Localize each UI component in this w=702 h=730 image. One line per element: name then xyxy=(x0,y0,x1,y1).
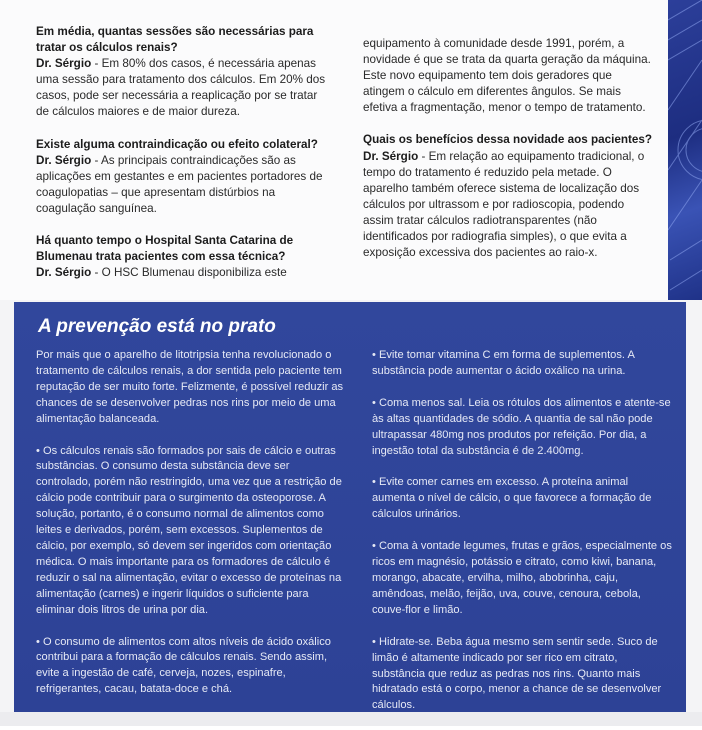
speaker: Dr. Sérgio xyxy=(36,153,92,167)
speaker: Dr. Sérgio xyxy=(363,149,419,163)
interview-right-column xyxy=(363,36,655,277)
box-paragraph: • Os cálculos renais são formados por sais de cálcio e outras substâncias. O consumo desta substância deve ser controlado, porém não restringido, uma vez que a restrição de cálcio pode contribuir para o surgimento da osteoporose. A solução, portanto, é o consumo normal de alimentos como leites e derivados, porém, sem excessos. Suplementos de cálcio, por exemplo, só devem ser ingeridos com orientação médica. O mais importante para os formadores de cálculo é reduzir o sal na alimentação, evitar o excesso de proteínas na alimentação (carnes) e ingerir líquidos o suficiente para eliminar dois litros de urina por dia. xyxy=(36,444,342,616)
box-paragraph: • O consumo de alimentos com altos níveis de ácido oxálico contribui para a formação de cálculos renais. Sendo assim, evite a ingestão de café, cerveja, nozes, espinafre, refrigerantes, cacau, batata-doce e chá. xyxy=(36,635,331,696)
decorative-strip xyxy=(668,0,702,300)
answer: - Em relação ao equipamento tradicional, o tempo do tratamento é reduzido pela metade. O aparelho também oferece sistema de localização dos cálculos por ultrassom e por radioscopia, podendo assim tratar cálculos radiotransparentes (não identificados por radiografia simples), o que evita a exposição excessiva dos pacientes ao raio-x. xyxy=(363,149,645,260)
speaker: Dr. Sérgio xyxy=(36,266,92,280)
answer: - Em 80% dos casos, é necessária apenas uma sessão para tratamento dos cálculos. Em 20% dos casos, pode ser necessária a reaplicação por se tratar de cálculos maiores e de maior dureza. xyxy=(36,57,326,119)
question: Em média, quantas sessões são necessárias para tratar os cálculos renais? xyxy=(36,25,314,55)
qa-block xyxy=(36,233,326,281)
box-paragraph: • Hidrate-se. Beba água mesmo sem sentir sede. Suco de limão é altamente indicado por ser rico em citrato, substância que reduz as pedras nos rins. Quanto mais hidratado está o corpo, menor a chance de se desenvolver cálculos. xyxy=(372,635,662,712)
page-bottom-edge xyxy=(0,712,702,726)
box-left-column xyxy=(36,348,346,714)
answer: - As principais contraindicações são as aplicações em gestantes e em pacientes portadores de coagulopatias – que apresentam distúrbios na coagulação sanguínea. xyxy=(36,153,323,215)
box-paragraph: • Coma menos sal. Leia os rótulos dos alimentos e atente-se às altas quantidades de sódio. A quantia de sal não pode ultrapassar 480mg nos produtos por refeição. Por dia, a ingestão total da substância é de 2.400mg. xyxy=(372,396,671,457)
interview-left-column xyxy=(36,24,326,297)
decorative-pattern-icon xyxy=(668,0,702,300)
answer-continuation: equipamento à comunidade desde 1991, porém, a novidade é que se trata da quarta geração da máquina. Este novo equipamento tem dois geradores que atingem o cálculo em diferentes ângulos. Se mais efetiva a fragmentação, menor o tempo de tratamento. xyxy=(363,37,651,115)
box-right-column xyxy=(372,348,672,730)
box-paragraph: Por mais que o aparelho de litotripsia tenha revolucionado o tratamento de cálculos renais, a dor sentida pelo paciente tem reputação de ser muito forte. Felizmente, é possível reduzir as chances de se desenvolver pedras nos rins por meio de uma alimentação balanceada. xyxy=(36,349,344,425)
qa-block xyxy=(36,137,326,217)
speaker: Dr. Sérgio xyxy=(36,57,92,71)
interview-section xyxy=(0,0,668,300)
box-paragraph: • Evite comer carnes em excesso. A proteína animal aumenta o nível de cálcio, o que favorece a formação de cálculos urinários. xyxy=(372,476,652,521)
question: Quais os benefícios dessa novidade aos pacientes? xyxy=(363,133,653,147)
question: Há quanto tempo o Hospital Santa Catarina de Blumenau trata pacientes com essa técnica? xyxy=(36,234,294,264)
box-title: A prevenção está no prato xyxy=(38,316,276,337)
qa-block xyxy=(36,24,326,121)
answer: - O HSC Blumenau disponibiliza este xyxy=(91,266,287,280)
question: Existe alguma contraindicação ou efeito colateral? xyxy=(36,137,318,151)
box-paragraph: • Coma à vontade legumes, frutas e grãos, especialmente os ricos em magnésio, potássio e citrato, como kiwi, banana, morango, abacate, ervilha, milho, abobrinha, caju, amêndoas, melão, feijão, uva, couve, cenoura, cebola, couve-flor e limão. xyxy=(372,540,672,616)
qa-block xyxy=(363,132,655,261)
box-paragraph: • Evite tomar vitamina C em forma de suplementos. A substância pode aumentar o ácido oxálico na urina. xyxy=(372,349,635,377)
